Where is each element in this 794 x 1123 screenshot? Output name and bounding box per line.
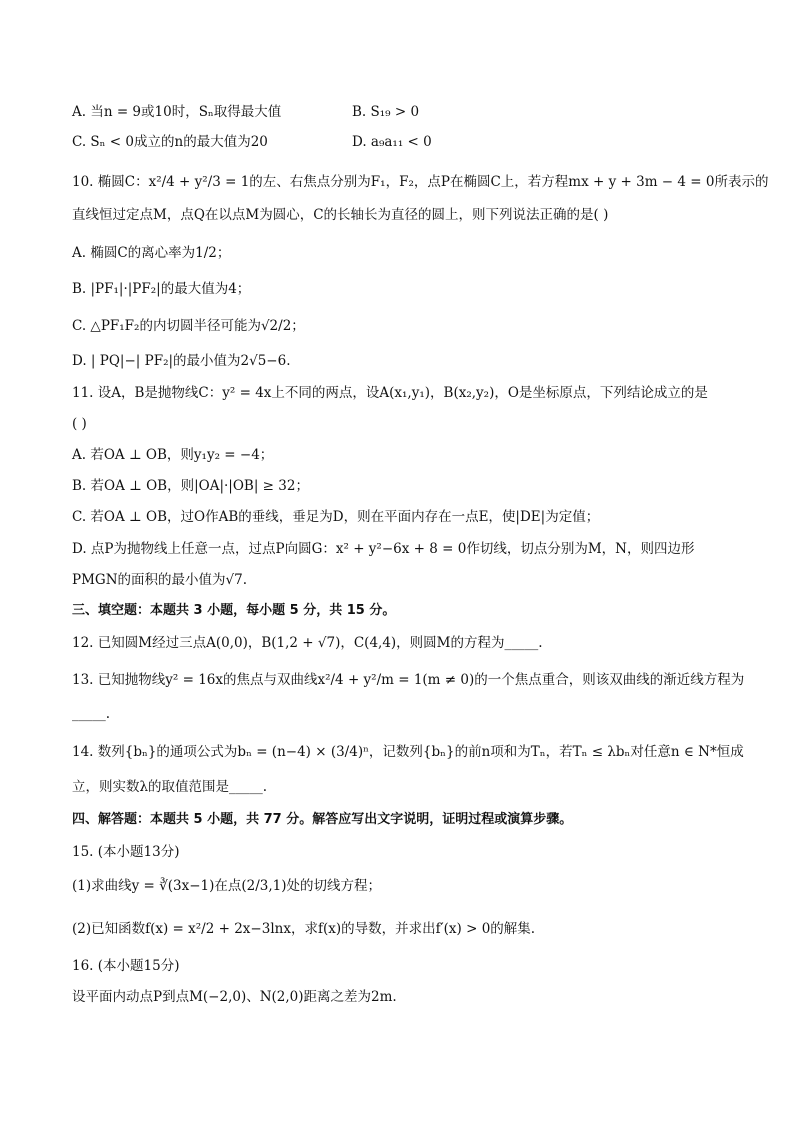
q15-part1: (1)求曲线y = ∛(3x−1)在点(2/3,1)处的切线方程； — [72, 878, 382, 894]
q10-stem-line2: 直线恒过定点M，点Q在以点M为圆心，C的长轴长为直径的圆上，则下列说法正确的是( ) — [72, 207, 609, 223]
q11-option-b: B. 若OA ⊥ OB，则|OA|·|OB| ≥ 32； — [72, 478, 309, 494]
q9-option-a: A. 当n = 9或10时，Sₙ取得最大值 — [72, 104, 282, 120]
q11-option-a: A. 若OA ⊥ OB，则y₁y₂ = −4； — [72, 447, 274, 463]
section-3-heading: 三、填空题：本题共 3 小题，每小题 5 分，共 15 分。 — [72, 603, 396, 618]
q15-header: 15. (本小题13分) — [72, 844, 180, 860]
q11-option-d-line1: D. 点P为抛物线上任意一点，过点P向圆G：x² + y²−6x + 8 = 0作切线，切点分别为M，N，则四边形 — [72, 541, 695, 557]
q11-stem-line2: ( ) — [72, 416, 87, 432]
q14-line1: 14. 数列{bₙ}的通项公式为bₙ = (n−4) × (3/4)ⁿ，记数列{bₙ}的前n项和为Tₙ，若Tₙ ≤ λbₙ对任意n ∈ N*恒成 — [72, 744, 744, 760]
q10-option-d: D. | PQ|−| PF₂|的最小值为2√5−6. — [72, 353, 291, 369]
q9-option-d: D. a₉a₁₁ < 0 — [352, 134, 432, 150]
q10-stem-line1: 10. 椭圆C：x²/4 + y²/3 = 1的左、右焦点分别为F₁，F₂，点P在椭圆C上，若方程mx + y + 3m − 4 = 0所表示的 — [72, 174, 769, 190]
q9-option-c: C. Sₙ < 0成立的n的最大值为20 — [72, 134, 268, 150]
q11-option-d-line2: PMGN的面积的最小值为√7. — [72, 572, 247, 588]
q10-option-c: C. △PF₁F₂的内切圆半径可能为√2/2； — [72, 318, 305, 334]
q16-stem: 设平面内动点P到点M(−2,0)、N(2,0)距离之差为2m. — [72, 989, 397, 1005]
q9-option-b: B. S₁₉ > 0 — [352, 104, 420, 120]
q10-option-b: B. |PF₁|·|PF₂|的最大值为4； — [72, 281, 251, 297]
q14-line2: 立，则实数λ的取值范围是_____. — [72, 779, 268, 795]
section-4-heading: 四、解答题：本题共 5 小题，共 77 分。解答应写出文字说明，证明过程或演算步骤。 — [72, 812, 573, 827]
q11-stem-line1: 11. 设A，B是抛物线C：y² = 4x上不同的两点，设A(x₁,y₁)，B(x₂,y₂)，O是坐标原点，下列结论成立的是 — [72, 385, 708, 401]
q16-header: 16. (本小题15分) — [72, 958, 180, 974]
q10-option-a: A. 椭圆C的离心率为1/2； — [72, 245, 231, 261]
q11-option-c: C. 若OA ⊥ OB，过O作AB的垂线，垂足为D，则在平面内存在一点E，使|DE|为定值； — [72, 509, 600, 525]
q15-part2: (2)已知函数f(x) = x²/2 + 2x−3lnx，求f(x)的导数，并求出f′(x) > 0的解集. — [72, 921, 536, 937]
q13-line1: 13. 已知抛物线y² = 16x的焦点与双曲线x²/4 + y²/m = 1(m ≠ 0)的一个焦点重合，则该双曲线的渐近线方程为 — [72, 672, 745, 688]
q13-line2: _____. — [72, 706, 111, 722]
q12: 12. 已知圆M经过三点A(0,0)，B(1,2 + √7)，C(4,4)，则圆M的方程为_____. — [72, 635, 543, 651]
